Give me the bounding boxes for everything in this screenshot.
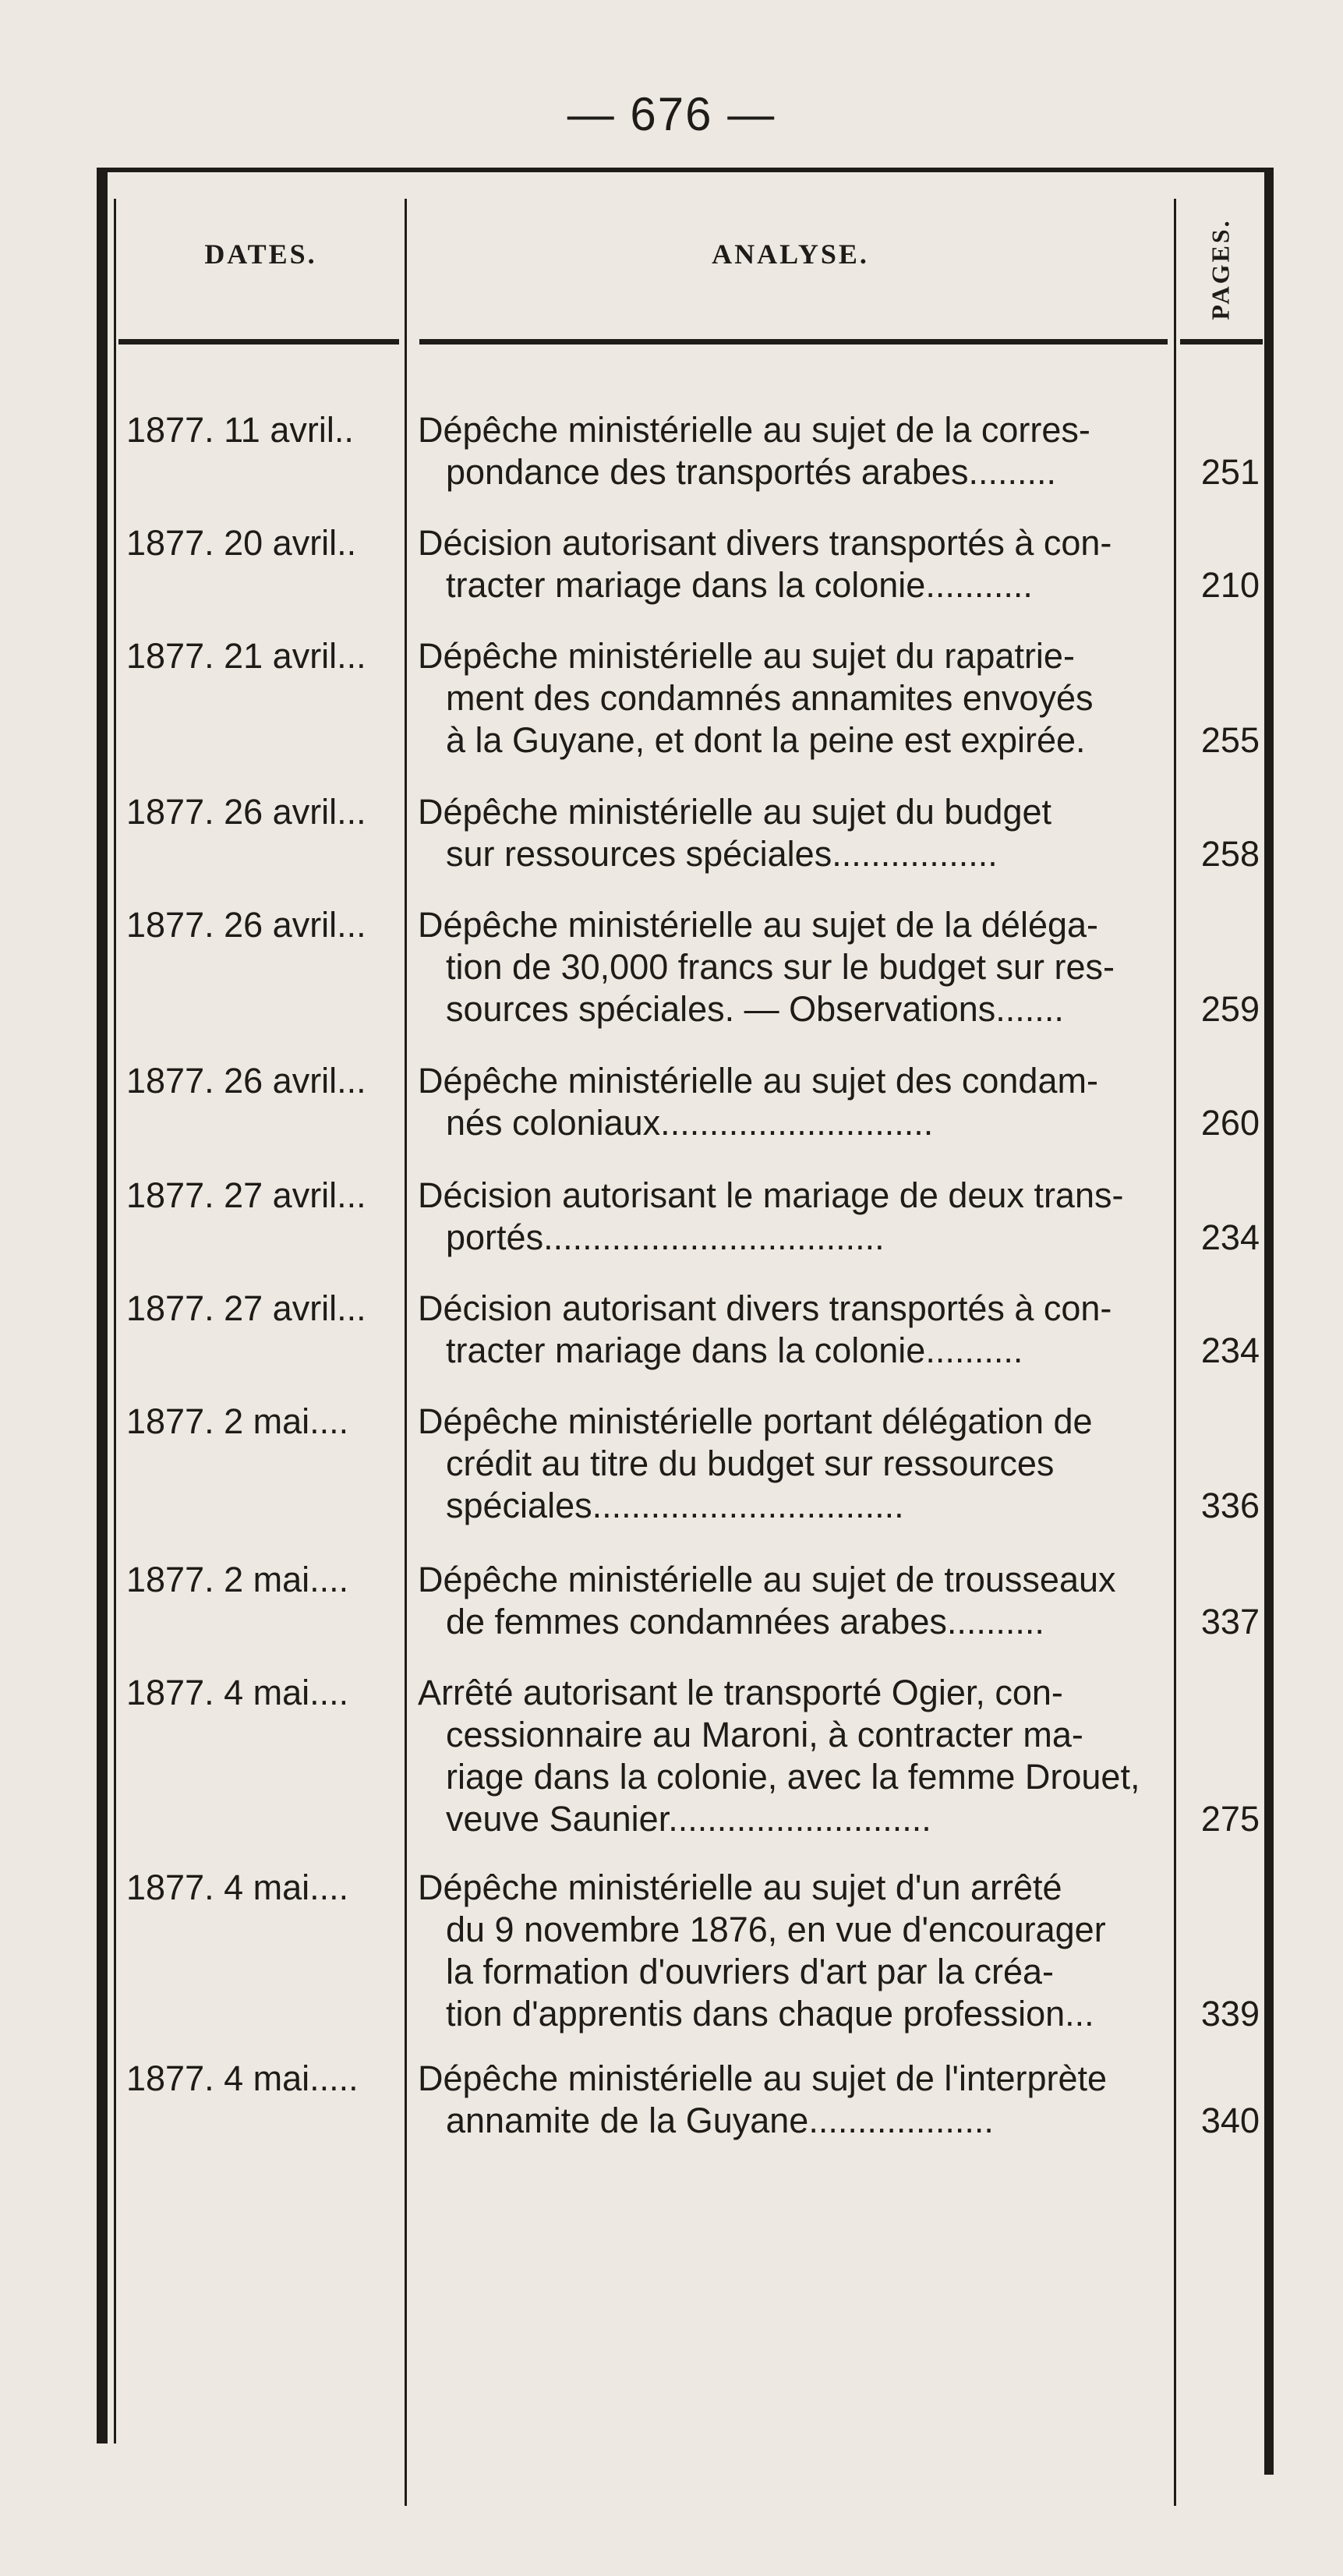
header-analyse: ANALYSE. [712,239,869,270]
analysis-line: crédit au titre du budget sur ressources [446,1443,1055,1483]
analysis-line: cessionnaire au Maroni, à contracter ma- [446,1715,1083,1754]
row-date: 1877. 26 avril... [126,905,366,945]
header-rule-pages [1180,339,1263,345]
analysis-line: Dépêche ministérielle au sujet de trousseaux [418,1560,1116,1599]
table-right-border [1264,168,1274,2475]
row-analysis [418,635,1168,761]
analysis-line: veuve Saunier........................... [446,1799,931,1839]
analysis-line: Arrêté autorisant le transporté Ogier, con- [418,1673,1063,1712]
analysis-line: Dépêche ministérielle au sujet de la corres- [418,410,1090,450]
row-page-number: 260 [1200,1103,1260,1143]
row-page-number: 258 [1200,834,1260,874]
header-rule-analyse [419,339,1168,345]
analysis-line: tracter mariage dans la colonie.......... [446,1330,1023,1370]
row-analysis [418,1559,1168,1643]
analysis-line: Dépêche ministérielle au sujet d'un arrêté [418,1868,1062,1907]
analysis-line: sources spéciales. — Observations....... [446,989,1064,1029]
analysis-line: Dépêche ministérielle au sujet de la déléga- [418,905,1099,945]
analysis-line: Dépêche ministérielle au sujet de l'interprète [418,2058,1108,2098]
analysis-line: Décision autorisant divers transportés à con- [418,1288,1112,1328]
table-left-border [97,168,108,2443]
row-page-number: 337 [1200,1602,1260,1641]
row-analysis [418,1060,1168,1144]
header-rule-dates [118,339,399,345]
row-page-number: 255 [1200,720,1260,760]
row-date: 1877. 11 avril.. [126,410,354,450]
row-date: 1877. 4 mai..... [126,2058,359,2098]
row-analysis [418,409,1168,493]
analysis-line: Dépêche ministérielle au sujet du budget [418,792,1052,832]
row-page-number: 275 [1200,1799,1260,1839]
header-dates: DATES. [204,239,317,270]
analysis-line: portés................................... [446,1217,885,1257]
row-page-number: 340 [1200,2101,1260,2140]
row-analysis [418,522,1168,606]
analysis-line: Dépêche ministérielle portant délégation de [418,1401,1093,1441]
row-page-number: 259 [1200,989,1260,1029]
row-analysis [418,2058,1168,2142]
row-date: 1877. 2 mai.... [126,1560,349,1599]
analysis-line: annamite de la Guyane................... [446,2101,994,2140]
analysis-line: Décision autorisant le mariage de deux trans- [418,1175,1124,1215]
row-page-number: 234 [1200,1330,1260,1370]
row-date: 1877. 27 avril... [126,1288,366,1328]
row-date: 1877. 2 mai.... [126,1401,349,1441]
row-date: 1877. 4 mai.... [126,1868,349,1907]
row-page-number: 336 [1200,1486,1260,1525]
analysis-line: nés coloniaux............................ [446,1103,934,1143]
row-analysis [418,1401,1168,1527]
row-date: 1877. 20 avril.. [126,523,357,563]
header-pages: PAGES. [1206,217,1235,320]
table-top-rule [97,168,1266,172]
row-date: 1877. 26 avril... [126,792,366,832]
row-analysis [418,904,1168,1030]
row-analysis [418,791,1168,875]
row-date: 1877. 21 avril... [126,636,366,676]
row-analysis [418,1672,1168,1840]
analysis-line: riage dans la colonie, avec la femme Drouet, [446,1757,1140,1797]
analysis-line: pondance des transportés arabes......... [446,452,1056,492]
table-left-inner-border [114,199,116,2443]
analysis-line: à la Guyane, et dont la peine est expirée. [446,720,1086,760]
analysis-line: Décision autorisant divers transportés à con- [418,523,1112,563]
row-analysis [418,1288,1168,1372]
analysis-line: la formation d'ouvriers d'art par la créa- [446,1952,1055,1991]
analysis-line: Dépêche ministérielle au sujet du rapatrie- [418,636,1075,676]
row-analysis [418,1867,1168,2035]
analysis-line: du 9 novembre 1876, en vue d'encourager [446,1910,1106,1949]
row-date: 1877. 4 mai.... [126,1673,349,1712]
analysis-line: spéciales................................ [446,1486,904,1525]
analysis-line: de femmes condamnées arabes.......... [446,1602,1044,1641]
row-page-number: 234 [1200,1217,1260,1257]
analysis-line: ment des condamnés annamites envoyés [446,678,1094,718]
row-page-number: 339 [1200,1994,1260,2034]
analysis-line: tracter mariage dans la colonie........... [446,565,1033,605]
row-page-number: 251 [1200,452,1260,492]
analysis-line: tion d'apprentis dans chaque profession... [446,1994,1094,2034]
analysis-line: Dépêche ministérielle au sujet des condam- [418,1061,1098,1101]
row-analysis [418,1175,1168,1259]
analysis-line: sur ressources spéciales................. [446,834,998,874]
analysis-line: tion de 30,000 francs sur le budget sur res- [446,947,1115,987]
row-page-number: 210 [1200,565,1260,605]
column-divider-pages [1174,199,1176,2506]
row-date: 1877. 26 avril... [126,1061,366,1101]
row-date: 1877. 27 avril... [126,1175,366,1215]
page-number: — 676 — [567,88,776,140]
index-table [97,168,1278,2475]
